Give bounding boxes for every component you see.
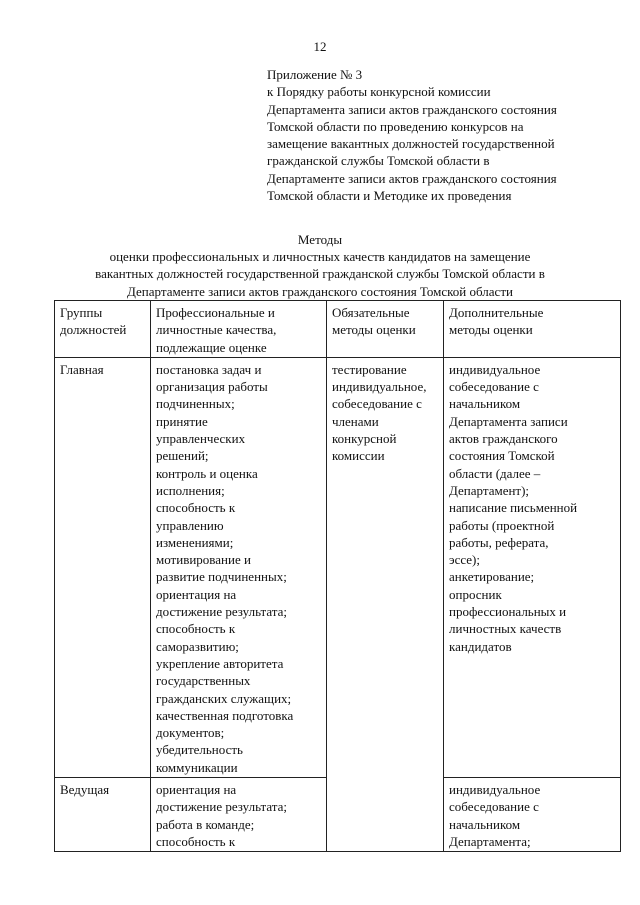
document-title: Методы [297, 232, 343, 247]
appendix-line: Департаменте записи актов гражданского состояния [267, 170, 557, 186]
additional-line: начальником [449, 396, 521, 412]
mandatory-line: членами [332, 413, 379, 429]
appendix-line: Приложение № 3 [267, 67, 363, 82]
appendix-line: гражданской службы Томской области в [267, 153, 490, 169]
subtitle-line: Департаменте записи актов гражданского состояния Томской области [127, 283, 513, 299]
additional-line: Департамент); [449, 482, 530, 498]
appendix-line: Томской области и Методике их проведения [267, 188, 512, 204]
quality-line: способность к [156, 833, 236, 849]
quality-line: принятие [156, 413, 208, 429]
qualities-cell [151, 357, 327, 777]
quality-line: саморазвитию; [156, 638, 239, 654]
document-subtitle [0, 248, 640, 300]
additional-line: эссе); [449, 552, 480, 568]
mandatory-line: собеседование с [332, 396, 422, 412]
table-header-row [55, 301, 621, 358]
additional-line: собеседование с [449, 799, 539, 815]
header-line: методы оценки [332, 322, 416, 338]
additional-line: состояния Томской [449, 448, 555, 464]
header-line: Обязательные [332, 305, 410, 320]
quality-line: ориентация на [156, 782, 237, 798]
additional-line: Департамента записи [449, 413, 568, 429]
group-name: Главная [60, 361, 104, 377]
quality-line: способность к [156, 500, 236, 516]
mandatory-line: тестирование [332, 361, 407, 377]
quality-line: государственных [156, 673, 251, 689]
additional-line: личностных качеств [449, 621, 562, 637]
additional-line: Департамента; [449, 833, 531, 849]
header-cell-groups [55, 301, 151, 358]
additional-line: индивидуальное [449, 782, 541, 798]
quality-line: постановка задач и [156, 361, 262, 377]
additional-line: индивидуальное [449, 361, 541, 377]
quality-line: подчиненных; [156, 396, 235, 412]
subtitle-line: вакантных должностей государственной гражданской службы Томской области в [95, 266, 545, 282]
methods-table [54, 300, 621, 852]
quality-line: качественная подготовка [156, 707, 294, 723]
quality-line: развитие подчиненных; [156, 569, 287, 585]
quality-line: убедительность [156, 742, 243, 758]
header-line: должностей [60, 322, 127, 338]
appendix-heading [267, 66, 627, 204]
header-line: Дополнительные [449, 305, 544, 320]
group-name: Ведущая [60, 782, 110, 798]
additional-line: начальником [449, 816, 521, 832]
additional-line: собеседование с [449, 379, 539, 395]
quality-line: документов; [156, 725, 225, 741]
header-cell-mandatory [327, 301, 444, 358]
mandatory-methods-cell [327, 357, 444, 851]
appendix-line: к Порядку работы конкурсной комиссии [267, 84, 491, 100]
header-cell-qualities [151, 301, 327, 358]
quality-line: ориентация на [156, 586, 237, 602]
table-row [55, 357, 621, 777]
quality-line: достижение результата; [156, 604, 287, 620]
header-line: методы оценки [449, 322, 533, 338]
appendix-line: Департамента записи актов гражданского состояния [267, 101, 557, 117]
additional-methods-cell [444, 778, 621, 852]
quality-line: укрепление авторитета [156, 655, 284, 671]
additional-methods-cell [444, 357, 621, 777]
page-number: 12 [313, 39, 327, 54]
quality-line: способность к [156, 621, 236, 637]
appendix-line: Томской области по проведению конкурсов на [267, 118, 524, 134]
mandatory-line: конкурсной [332, 431, 397, 447]
additional-line: опросник [449, 586, 502, 602]
subtitle-line: оценки профессиональных и личностных качеств кандидатов на замещение [109, 249, 531, 264]
header-line: личностные качества, [156, 322, 277, 338]
additional-line: работы, реферата, [449, 534, 549, 550]
header-line: Профессиональные и [156, 305, 275, 320]
quality-line: управленческих [156, 431, 246, 447]
additional-line: актов гражданского [449, 431, 558, 447]
quality-line: изменениями; [156, 534, 234, 550]
group-cell [55, 778, 151, 852]
header-cell-additional [444, 301, 621, 358]
quality-line: мотивирование и [156, 552, 251, 568]
additional-line: профессиональных и [449, 604, 567, 620]
appendix-line: замещение вакантных должностей государственной [267, 136, 555, 152]
quality-line: решений; [156, 448, 209, 464]
header-line: подлежащие оценке [156, 339, 267, 355]
quality-line: контроль и оценка [156, 465, 258, 481]
additional-line: области (далее – [449, 465, 541, 481]
quality-line: исполнения; [156, 482, 225, 498]
quality-line: работа в команде; [156, 816, 255, 832]
quality-line: коммуникации [156, 759, 238, 775]
quality-line: гражданских служащих; [156, 690, 292, 706]
qualities-cell [151, 778, 327, 852]
additional-line: анкетирование; [449, 569, 535, 585]
quality-line: достижение результата; [156, 799, 287, 815]
additional-line: написание письменной [449, 500, 578, 516]
additional-line: работы (проектной [449, 517, 555, 533]
additional-line: кандидатов [449, 638, 512, 654]
mandatory-line: индивидуальное, [332, 379, 427, 395]
group-cell [55, 357, 151, 777]
header-line: Группы [60, 305, 103, 320]
quality-line: организация работы [156, 379, 268, 395]
mandatory-line: комиссии [332, 448, 385, 464]
quality-line: управлению [156, 517, 224, 533]
